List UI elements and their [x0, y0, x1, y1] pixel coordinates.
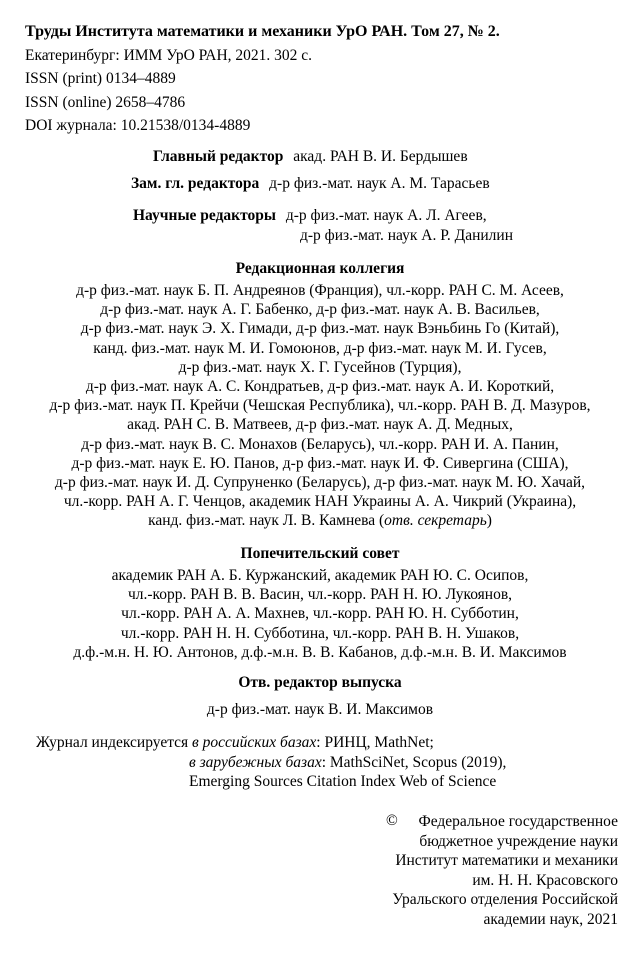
deputy-editor-label: Зам. гл. редактора [131, 175, 260, 192]
indexing-russian-value: : РИНЦ, MathNet; [316, 734, 434, 751]
copyright-line: им. Н. Н. Красовского [472, 871, 618, 889]
board-line: д-р физ.-мат. наук И. Д. Супруненко (Беларусь), д-р физ.-мат. наук М. Ю. Хачай, [54, 473, 586, 491]
science-editors-line2: д-р физ.-мат. наук А. Р. Данилин [300, 227, 513, 244]
indexing-line-2 [189, 753, 506, 773]
deputy-editor-value: д-р физ.-мат. наук А. М. Тарасьев [269, 175, 490, 192]
indexing-line-3: Emerging Sources Citation Index Web of Science [189, 773, 497, 790]
board-line: канд. физ.-мат. наук М. И. Гомоюнов, д-р физ.-мат. наук М. И. Гусев, [93, 339, 547, 357]
editor-in-chief [153, 148, 468, 166]
indexing-block [36, 733, 506, 792]
council-line: чл.-корр. РАН В. В. Васин, чл.-корр. РАН Н. Ю. Лукоянов, [127, 586, 513, 604]
council-list [0, 566, 640, 662]
indexing-intro: Журнал индексируется [36, 734, 193, 751]
issue-editor-title: Отв. редактор выпуска [238, 674, 402, 691]
council-title: Попечительский совет [240, 545, 400, 562]
board-line: акад. РАН С. В. Матвеев, д-р физ.-мат. наук А. Д. Медных, [127, 416, 513, 434]
copyright-lines [386, 812, 618, 929]
editor-in-chief-label: Главный редактор [153, 148, 284, 165]
copyright-line: Институт математики и механики [395, 852, 618, 869]
copyright-symbol: © [386, 812, 398, 829]
council-line: академик РАН А. Б. Куржанский, академик РАН Ю. С. Осипов, [111, 567, 529, 584]
board-secretary-line [0, 511, 640, 530]
board-line: д-р физ.-мат. наук П. Крейчи (Чешская Республика), чл.-корр. РАН В. Д. Мазуров, [49, 397, 591, 415]
board-list [0, 281, 640, 530]
journal-title: Труды Института математики и механики УрО РАН. Том 27, № 2. [25, 23, 500, 40]
indexing-line-1 [36, 733, 506, 753]
board-line: д-р физ.-мат. наук Е. Ю. Панов, д-р физ.-мат. наук И. Ф. Сивергина (США), [71, 454, 569, 472]
council-line: чл.-корр. РАН А. А. Махнев, чл.-корр. РАН Ю. Н. Субботин, [121, 605, 519, 623]
copyright-line: Уральского отделения Российской [392, 891, 618, 908]
indexing-russian-label: в российских базах [192, 734, 317, 751]
board-line: д-р физ.-мат. наук Э. Х. Гимади, д-р физ.-мат. наук Вэньбинь Го (Китай), [80, 320, 560, 338]
secretary-close: ) [486, 512, 492, 530]
copyright-block [386, 812, 618, 929]
secretary-name: канд. физ.-мат. наук Л. В. Камнева ( [148, 512, 385, 530]
deputy-editor [131, 175, 490, 193]
copyright-line: Федеральное государственное [418, 813, 618, 830]
board-title: Редакционная коллегия [235, 260, 405, 277]
publisher-line: Екатеринбург: ИММ УрО РАН, 2021. 302 с. [25, 46, 313, 64]
board-line: чл.-корр. РАН А. Г. Ченцов, академик НАН Украины А. А. Чикрий (Украина), [63, 493, 577, 511]
issn-print: ISSN (print) 0134–4889 [25, 70, 176, 87]
science-editors-line1: д-р физ.-мат. наук А. Л. Агеев, [285, 207, 487, 224]
board-line: д-р физ.-мат. наук А. Г. Бабенко, д-р физ.-мат. наук А. В. Васильев, [100, 301, 540, 319]
journal-header [25, 20, 500, 138]
council-line: д.ф.-м.н. Н. Ю. Антонов, д.ф.-м.н. В. В. Кабанов, д.ф.-м.н. В. И. Максимов [73, 643, 567, 661]
indexing-foreign-label: в зарубежных базах [189, 753, 322, 771]
science-editors [133, 207, 487, 225]
board-line: д-р физ.-мат. наук А. С. Кондратьев, д-р физ.-мат. наук А. И. Короткий, [85, 377, 555, 395]
copyright-line: академии наук, 2021 [483, 910, 618, 928]
council-line: чл.-корр. РАН Н. Н. Субботина, чл.-корр. РАН В. Н. Ушаков, [120, 624, 520, 642]
science-editors-second [300, 227, 513, 245]
issue-editor [0, 700, 640, 719]
issue-editor-value: д-р физ.-мат. наук В. И. Максимов [206, 701, 434, 718]
board-line: д-р физ.-мат. наук В. С. Монахов (Беларусь), чл.-корр. РАН И. А. Панин, [81, 435, 559, 453]
copyright-line: бюджетное учреждение науки [419, 832, 618, 850]
doi-line: DOI журнала: 10.21538/0134-4889 [25, 117, 251, 134]
board-line: д-р физ.-мат. наук Х. Г. Гусейнов (Турция), [178, 358, 462, 376]
secretary-role: отв. секретарь [384, 512, 487, 530]
indexing-foreign-value: : MathSciNet, Scopus (2019), [321, 753, 507, 771]
issn-online: ISSN (online) 2658–4786 [25, 93, 186, 111]
science-editors-label: Научные редакторы [133, 207, 276, 224]
board-line: д-р физ.-мат. наук Б. П. Андреянов (Франция), чл.-корр. РАН С. М. Асеев, [76, 282, 564, 299]
editor-in-chief-value: акад. РАН В. И. Бердышев [293, 148, 468, 165]
